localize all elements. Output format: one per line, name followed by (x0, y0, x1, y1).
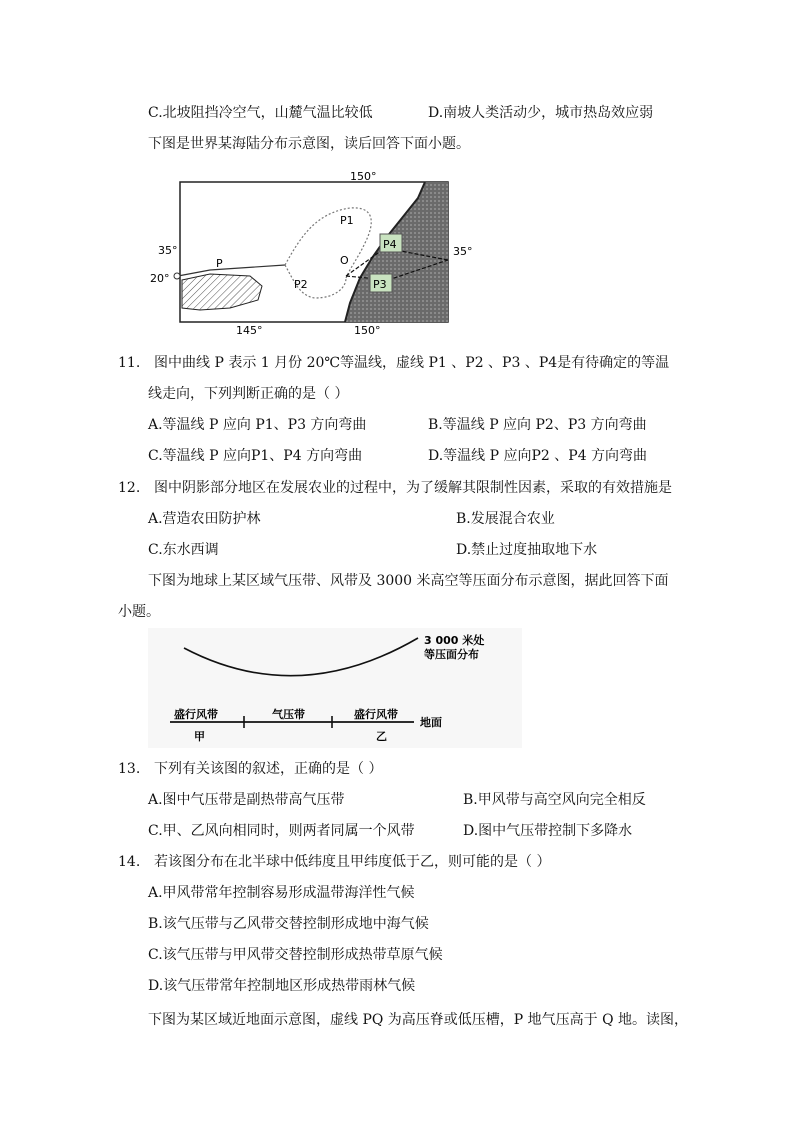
q14-option-c: C.该气压带与甲风带交替控制形成热带草原气候 (148, 947, 443, 963)
q14-number: 14. (118, 854, 141, 870)
option-d-prev: D.南坡人类活动少，城市热岛效应弱 (428, 105, 654, 121)
yi-label: 乙 (376, 730, 387, 743)
wind-intro-line1: 下图为地球上某区域气压带、风带及 3000 米高空等压面分布示意图，据此回答下面 (148, 573, 669, 589)
q14-option-a: A.甲风带常年控制容易形成温带海洋性气候 (148, 885, 415, 901)
left-band-label: 盛行风带 (174, 708, 218, 721)
q11-number: 11. (118, 355, 141, 371)
label-p1: P1 (340, 214, 354, 227)
q12-option-c: C.东水西调 (148, 542, 219, 558)
ground-label: 地面 (420, 716, 442, 729)
q11-stem-line2: 线走向，下列判断正确的是（ ） (148, 386, 349, 402)
upper-label-2: 等压面分布 (424, 648, 479, 661)
map-svg (150, 168, 473, 338)
wind-intro-line2: 小题。 (118, 604, 160, 620)
q11-option-c: C.等温线 P 应向P1、P4 方向弯曲 (148, 448, 363, 464)
lat-20-label: 20° (150, 272, 170, 285)
q13-option-c: C.甲、乙风向相同时，则两者同属一个风带 (148, 823, 415, 839)
q13-option-a: A.图中气压带是副热带高气压带 (148, 792, 345, 808)
q11-option-d: D.等温线 P 应向P2 、P4 方向弯曲 (428, 448, 648, 464)
map-intro: 下图是世界某海陆分布示意图，读后回答下面小题。 (148, 136, 470, 152)
q11-stem-line1: 图中曲线 P 表示 1 月份 20℃等温线，虚线 P1 、P2 、P3 、P4是有待确定的等温 (154, 355, 670, 371)
label-o: O (340, 254, 349, 267)
q14-option-b: B.该气压带与乙风带交替控制形成地中海气候 (148, 916, 429, 932)
label-p4: P4 (383, 238, 397, 251)
q11-option-a: A.等温线 P 应向 P1、P3 方向弯曲 (148, 417, 367, 433)
jia-label: 甲 (194, 730, 205, 743)
option-c-prev: C.北坡阻挡冷空气，山麓气温比较低 (148, 105, 373, 121)
q11-option-b: B.等温线 P 应向 P2、P3 方向弯曲 (428, 417, 647, 433)
q12-stem: 图中阴影部分地区在发展农业的过程中，为了缓解其限制性因素，采取的有效措施是 (154, 480, 672, 496)
q12-number: 12. (118, 480, 141, 496)
pressure-wind-diagram (148, 628, 522, 748)
lat-left-label: 35° (158, 244, 178, 257)
label-p: P (216, 257, 223, 270)
q13-number: 13. (118, 761, 141, 777)
middle-band-label: 气压带 (272, 708, 305, 721)
q13-stem: 下列有关该图的叙述，正确的是（ ） (154, 761, 383, 777)
right-band-label: 盛行风带 (354, 708, 398, 721)
q14-stem: 若该图分布在北半球中低纬度且甲纬度低于乙，则可能的是（ ） (154, 854, 551, 870)
q13-option-d: D.图中气压带控制下多降水 (463, 823, 633, 839)
q13-option-b: B.甲风带与高空风向完全相反 (463, 792, 646, 808)
p-start-marker (174, 273, 180, 279)
q12-option-b: B.发展混合农业 (456, 511, 555, 527)
upper-label-1: 3 000 米处 (424, 634, 485, 647)
lat-right-label: 35° (453, 245, 473, 258)
q12-option-a: A.营造农田防护林 (148, 511, 261, 527)
sea-land-map (150, 168, 473, 338)
q14-option-d: D.该气压带常年控制地区形成热带雨林气候 (148, 978, 416, 994)
lon-bottom-left-label: 145° (236, 324, 263, 337)
q12-option-d: D.禁止过度抽取地下水 (456, 542, 598, 558)
lon-top-label: 150° (350, 170, 377, 183)
label-p3: P3 (373, 278, 387, 291)
next-intro: 下图为某区域近地面示意图，虚线 PQ 为高压脊或低压槽，P 地气压高于 Q 地。读图， (148, 1012, 689, 1028)
label-p2: P2 (294, 278, 308, 291)
wind-svg (148, 628, 522, 748)
lon-bottom-right-label: 150° (354, 324, 381, 337)
